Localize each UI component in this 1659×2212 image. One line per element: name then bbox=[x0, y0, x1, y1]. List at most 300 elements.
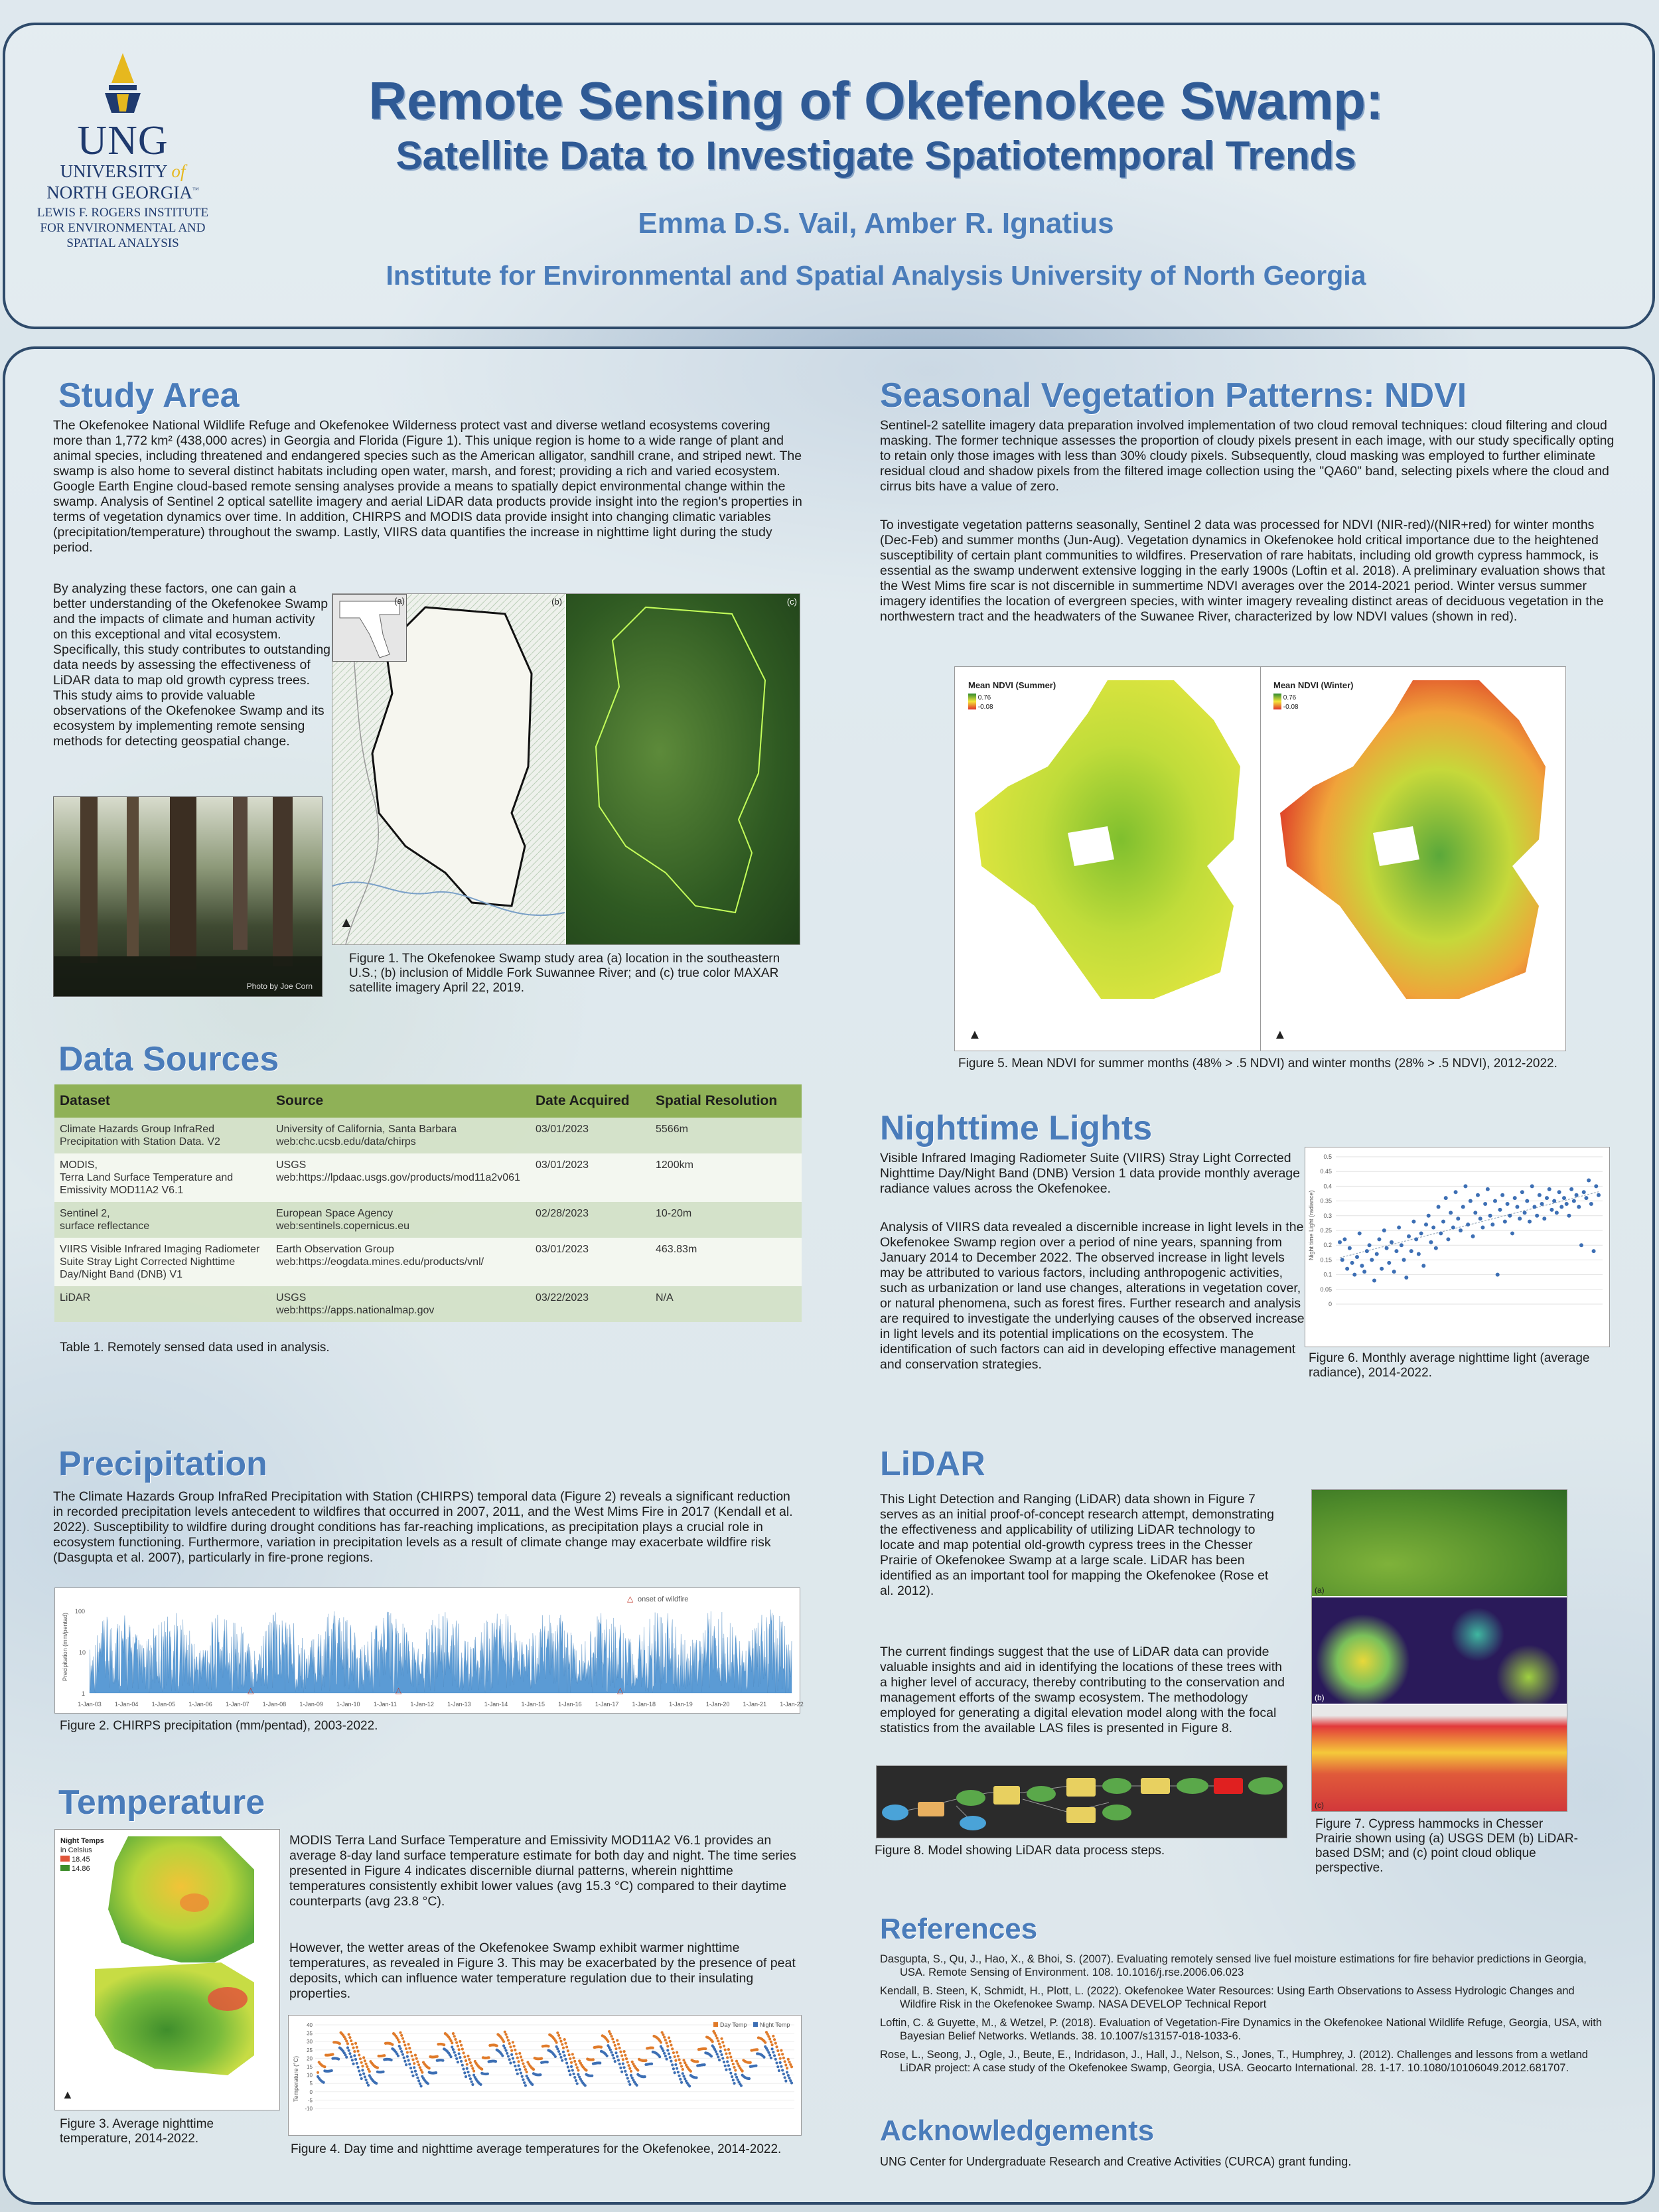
nl-point bbox=[1567, 1214, 1571, 1218]
temp-point bbox=[788, 2077, 790, 2079]
precip-xtick: 1-Jan-14 bbox=[484, 1701, 508, 1708]
nl-point bbox=[1513, 1196, 1517, 1200]
temp-point bbox=[391, 2043, 394, 2046]
temp-point bbox=[506, 2052, 508, 2055]
nighttime-lights-heading: Nighttime Lights bbox=[880, 1109, 1153, 1147]
nl-ytick: 0.35 bbox=[1320, 1197, 1332, 1205]
temp-point bbox=[682, 2072, 684, 2075]
temp-point bbox=[353, 2050, 356, 2053]
nl-point bbox=[1587, 1179, 1591, 1183]
nl-point bbox=[1582, 1190, 1586, 1194]
lidar-process-diagram bbox=[877, 1766, 1287, 1838]
temp-point bbox=[564, 2042, 567, 2045]
temp-point bbox=[710, 2055, 713, 2057]
temp-point bbox=[682, 2075, 685, 2077]
cell-source: University of California, Santa Barbara web:chc.ucsb.edu/data/chirps bbox=[271, 1118, 530, 1153]
temp-point bbox=[776, 2065, 779, 2068]
temp-point bbox=[721, 2057, 724, 2059]
temp-legend-low: 14.86 bbox=[72, 1865, 90, 1873]
nl-point bbox=[1400, 1243, 1404, 1247]
precip-xtick: 1-Jan-09 bbox=[299, 1701, 323, 1708]
cell-resolution: 463.83m bbox=[650, 1238, 802, 1286]
temp-point bbox=[383, 2054, 386, 2057]
temp-point bbox=[678, 2075, 680, 2077]
poster-title: Remote Sensing of Okefenokee Swamp: bbox=[368, 71, 1384, 130]
temp-point bbox=[366, 2081, 368, 2084]
temp-point bbox=[630, 2070, 632, 2073]
figure-6-night-light-chart bbox=[1305, 1147, 1610, 1347]
north-arrow-icon: ▲ bbox=[968, 1027, 981, 1042]
temp-point bbox=[786, 2067, 788, 2069]
temp-point bbox=[622, 2066, 625, 2069]
model-tool-node bbox=[918, 1802, 944, 1816]
temp-point bbox=[400, 2050, 403, 2053]
ndvi-heading: Seasonal Vegetation Patterns: NDVI bbox=[880, 376, 1467, 415]
temp-point bbox=[470, 2064, 473, 2067]
cypress-photo bbox=[53, 796, 323, 997]
temp-point bbox=[350, 2055, 352, 2058]
temp-point bbox=[670, 2060, 672, 2063]
temp-point bbox=[723, 2045, 725, 2047]
temp-point bbox=[663, 2052, 666, 2055]
temp-point bbox=[732, 2079, 735, 2081]
temp-point bbox=[359, 2073, 362, 2076]
temp-point bbox=[467, 2055, 469, 2057]
temp-point bbox=[729, 2055, 732, 2058]
temp-point bbox=[413, 2062, 415, 2065]
temp-point bbox=[680, 2081, 683, 2084]
fig1-label-b: (b) bbox=[551, 597, 562, 607]
temp-point bbox=[610, 2051, 613, 2053]
temp-point bbox=[559, 2037, 561, 2039]
cell-resolution: 10-20m bbox=[650, 1202, 802, 1238]
temp-point bbox=[658, 2055, 661, 2058]
temp-point bbox=[366, 2065, 368, 2068]
wildfire-marker-icon: △ bbox=[616, 1686, 624, 1695]
temp-point bbox=[607, 2040, 609, 2043]
temp-point bbox=[382, 2071, 384, 2073]
precipitation-text: The Climate Hazards Group InfraRed Precipitation with Station (CHIRPS) temporal data (Figure 2) reveals a significant reduction in recorded precipitation levels antecedent to wildfires that occurred in 2007, 2011, and the West Mims Fire in 2017 (Kendall et al. 2022). Susceptibility to wildfire during drought conditions has far-reaching implications, as precipitation plays a crucial role in ecosystem functioning. Furthermore, variation in precipitation levels as a result of climate change may exacerbate wildfire risk (Dasgupta et al. 2007), particularly in fire-prone regions. bbox=[53, 1489, 793, 1565]
night-light-chart-svg bbox=[1305, 1147, 1609, 1347]
nl-point bbox=[1454, 1190, 1458, 1194]
temp-point bbox=[337, 2057, 340, 2060]
nl-point bbox=[1456, 1217, 1460, 1220]
col-resolution: Spatial Resolution bbox=[650, 1084, 802, 1118]
temp-point bbox=[350, 2039, 352, 2042]
temp-ytick: 0 bbox=[309, 2089, 313, 2095]
ndvi-summer-title: Mean NDVI (Summer) bbox=[968, 680, 1056, 690]
nl-point bbox=[1429, 1240, 1433, 1244]
temp-point bbox=[671, 2047, 674, 2050]
temp-point bbox=[564, 2058, 567, 2061]
model-tool-node bbox=[1214, 1778, 1243, 1794]
model-output-node bbox=[1177, 1778, 1208, 1794]
temp-point bbox=[471, 2083, 474, 2086]
temp-point bbox=[665, 2041, 668, 2044]
temp-point bbox=[790, 2065, 793, 2068]
figure-7-caption: Figure 7. Cypress hammocks in Chesser Prairie shown using (a) USGS DEM (b) LiDAR-based DSM; and (c) point cloud oblique perspective. bbox=[1315, 1817, 1578, 1875]
nl-point bbox=[1394, 1249, 1398, 1253]
temp-point bbox=[613, 2057, 615, 2059]
reference-item: Rose, L., Seong, J., Ogle, J., Beute, E., Indridason, J., Hall, J., Nelson, S., Jones, T., Humphrey, J. (2012). Challenges and lessons from a wetland LiDAR project: A case study of the Okefenokee Swamp, Georgia, USA. Geocarto International. 28. 1-17. 10.1080/10106049.2012.681707. bbox=[880, 2049, 1588, 2074]
temp-point bbox=[573, 2060, 576, 2063]
temp-point bbox=[617, 2043, 620, 2045]
cell-source: European Space Agency web:sentinels.copernicus.eu bbox=[271, 1202, 530, 1238]
temp-point bbox=[457, 2061, 459, 2063]
temp-point bbox=[403, 2043, 406, 2046]
temp-point bbox=[509, 2045, 512, 2048]
nl-point bbox=[1414, 1237, 1418, 1241]
temp-point bbox=[771, 2043, 774, 2046]
temp-point bbox=[670, 2043, 672, 2046]
temp-point bbox=[767, 2035, 770, 2037]
temp-point bbox=[360, 2061, 363, 2064]
nl-point bbox=[1589, 1202, 1593, 1206]
temp-point bbox=[487, 2056, 490, 2059]
precip-xtick: 1-Jan-07 bbox=[225, 1701, 250, 1708]
temp-point bbox=[557, 2034, 560, 2037]
temp-point bbox=[784, 2076, 786, 2079]
temp-point bbox=[508, 2058, 511, 2061]
nl-point bbox=[1508, 1214, 1512, 1218]
model-output-node bbox=[1248, 1777, 1283, 1795]
temp-point bbox=[452, 2032, 455, 2035]
precip-xtick: 1-Jan-20 bbox=[705, 1701, 730, 1708]
precip-xtick: 1-Jan-10 bbox=[336, 1701, 360, 1708]
cell-source: USGS web:https://lpdaac.usgs.gov/products/mod11a2v061 bbox=[271, 1153, 530, 1202]
nl-point bbox=[1348, 1246, 1352, 1250]
temp-point bbox=[784, 2060, 786, 2063]
temp-point bbox=[610, 2035, 613, 2037]
temp-point bbox=[428, 2067, 431, 2069]
temp-point bbox=[406, 2051, 409, 2053]
temp-point bbox=[346, 2046, 349, 2049]
temp-point bbox=[575, 2063, 577, 2066]
nl-point bbox=[1483, 1202, 1487, 1206]
reference-item: Kendall, B. Steen, K, Schmidt, H., Plott, L. (2022). Okefenokee Water Resources: Using Earth Observations to Assess Hydrologic Changes and Wildfire Risk in the Okefenokee Swamp. NASA DEVELOP Technical Report bbox=[880, 1985, 1575, 2010]
nl-point bbox=[1555, 1211, 1559, 1215]
temp-point bbox=[732, 2063, 735, 2065]
cell-dataset: Sentinel 2, surface reflectance bbox=[54, 1202, 271, 1238]
nl-point bbox=[1449, 1211, 1453, 1215]
temp-point bbox=[411, 2058, 414, 2061]
nl-ytick: 0.1 bbox=[1323, 1271, 1332, 1278]
north-arrow-icon: ▲ bbox=[62, 2088, 74, 2101]
temp-point bbox=[323, 2081, 325, 2084]
temp-point bbox=[717, 2039, 719, 2042]
temp-point bbox=[679, 2078, 682, 2081]
temp-point bbox=[787, 2058, 790, 2061]
temp-point bbox=[669, 2040, 672, 2043]
temp-point bbox=[470, 2081, 473, 2083]
temp-point bbox=[361, 2065, 364, 2067]
temp-point bbox=[619, 2051, 622, 2053]
temp-point bbox=[472, 2069, 475, 2072]
temp-point bbox=[435, 2071, 437, 2074]
cell-source: USGS web:https://apps.nationalmap.gov bbox=[271, 1286, 530, 1322]
temp-point bbox=[626, 2077, 629, 2079]
temp-point bbox=[664, 2055, 667, 2057]
temp-point bbox=[414, 2053, 417, 2056]
temp-point bbox=[609, 2032, 612, 2035]
study-area-intro: The Okefenokee National Wildlife Refuge and Okefenokee Wilderness protect vast and diverse wetland ecosystems covering more than 1,772 km² (438,000 acres) in Georgia and Florida (Figure 1). This unique region is home to a wide range of plant and animal species, including threatened and endangered species such as the American alligator, sandhill crane, and striped newt. The swamp is also home to several distinct habitats including open water, marsh, and forest; providing a rich and varied ecosystem. Google Earth Engine cloud-based remote sensing analyses provide a means to spatially depict environmental change within the swamp. Analysis of Sentinel 2 optical satellite imagery and aerial LiDAR data products provide insight into the region's properties in terms of vegetation dynamics over time. In addition, CHIRPS and MODIS data provide insight into changing climatic variables (precipitation/temperature) throughout the swamp. Lastly, VIIRS data quantifies the increase in nighttime light during the study period. bbox=[53, 418, 802, 555]
nl-point bbox=[1380, 1267, 1384, 1271]
nl-ytick: 0.05 bbox=[1320, 1286, 1332, 1293]
temp-point bbox=[576, 2082, 579, 2085]
temp-point bbox=[599, 2061, 601, 2064]
temp-point bbox=[618, 2047, 621, 2049]
temp-point bbox=[569, 2057, 571, 2060]
reference-item: Dasgupta, S., Qu, J., Hao, X., & Bhoi, S. (2007). Evaluating remotely sensed live fuel moisture estimations for fire behavior predictions in Georgia, USA. Remote Sensing of Environment. 108. 10.1016/j.rse.2006.06.023 bbox=[880, 1953, 1587, 1978]
cell-dataset: VIIRS Visible Infrared Imaging Radiometer Suite Stray Light Corrected Nighttime Day/Night Band (DNB) V1 bbox=[54, 1238, 271, 1286]
nl-point bbox=[1451, 1226, 1455, 1230]
temp-point bbox=[514, 2065, 516, 2067]
temp-point bbox=[782, 2073, 785, 2075]
temp-point bbox=[512, 2057, 514, 2059]
temp-point bbox=[567, 2065, 569, 2068]
temp-point bbox=[764, 2041, 766, 2044]
temp-point bbox=[516, 2073, 519, 2075]
temp-point bbox=[562, 2051, 565, 2053]
nl-point bbox=[1520, 1190, 1524, 1194]
temp-point bbox=[351, 2059, 354, 2061]
lidar-label-b: (b) bbox=[1315, 1693, 1325, 1702]
temp-legend-high: 18.45 bbox=[72, 1856, 90, 1864]
col-date: Date Acquired bbox=[530, 1084, 650, 1118]
temp-point bbox=[451, 2045, 453, 2048]
temp-point bbox=[624, 2070, 626, 2073]
temp-point bbox=[628, 2067, 631, 2070]
temp-point bbox=[411, 2071, 413, 2073]
precip-xtick: 1-Jan-13 bbox=[447, 1701, 471, 1708]
precip-xtick: 1-Jan-22 bbox=[780, 1701, 804, 1708]
nl-point bbox=[1510, 1231, 1514, 1235]
temp-point bbox=[415, 2057, 418, 2060]
temp-point bbox=[348, 2033, 350, 2035]
table-row bbox=[54, 1238, 802, 1286]
figure-6-caption: Figure 6. Monthly average nighttime light (average radiance), 2014-2022. bbox=[1309, 1351, 1590, 1380]
precip-xtick: 1-Jan-04 bbox=[114, 1701, 139, 1708]
temp-point bbox=[781, 2053, 784, 2055]
temp-point bbox=[725, 2069, 727, 2071]
temp-point bbox=[677, 2071, 680, 2073]
nl-point bbox=[1577, 1205, 1581, 1209]
wildfire-marker-icon: △ bbox=[395, 1686, 402, 1695]
nl-point bbox=[1552, 1199, 1556, 1203]
model-output-node bbox=[1027, 1786, 1056, 1802]
temp-point bbox=[455, 2041, 458, 2044]
temp-point bbox=[563, 2054, 566, 2057]
temp-point bbox=[672, 2051, 675, 2054]
nl-point bbox=[1597, 1193, 1601, 1197]
logo-tm: ™ bbox=[192, 186, 199, 194]
temp-point bbox=[510, 2053, 513, 2056]
temp-point bbox=[624, 2054, 626, 2057]
temp-point bbox=[672, 2067, 675, 2070]
temp-point bbox=[504, 2049, 507, 2052]
temp-point bbox=[417, 2063, 420, 2066]
temp-point bbox=[486, 2073, 489, 2075]
nl-point bbox=[1409, 1249, 1413, 1253]
temp-point bbox=[539, 2073, 541, 2076]
temp-point bbox=[441, 2059, 444, 2062]
temp-point bbox=[718, 2059, 721, 2061]
temp-point bbox=[662, 2049, 664, 2052]
nl-point bbox=[1459, 1228, 1463, 1232]
temp-point bbox=[401, 2037, 404, 2039]
temp-point bbox=[768, 2037, 771, 2040]
temp-point bbox=[419, 2066, 421, 2069]
nl-point bbox=[1419, 1231, 1423, 1235]
temp-point bbox=[731, 2075, 733, 2078]
figure-8-lidar-model bbox=[876, 1765, 1287, 1838]
temp-point bbox=[345, 2056, 348, 2059]
precip-xtick: 1-Jan-19 bbox=[669, 1701, 693, 1708]
temp-point bbox=[689, 2070, 692, 2073]
temp-point bbox=[666, 2049, 669, 2051]
nl-point bbox=[1342, 1237, 1346, 1241]
temp-point bbox=[509, 2061, 512, 2064]
temp-point bbox=[466, 2063, 469, 2065]
nl-point bbox=[1377, 1237, 1381, 1241]
temp-point bbox=[719, 2050, 722, 2053]
temp-point bbox=[354, 2042, 357, 2045]
temp-point bbox=[756, 2048, 758, 2051]
temp-point bbox=[715, 2034, 717, 2037]
nl-point bbox=[1421, 1264, 1425, 1268]
figure-5-caption: Figure 5. Mean NDVI for summer months (48% > .5 NDVI) and winter months (28% > .5 NDVI), 2012-2022. bbox=[958, 1057, 1557, 1070]
photo-credit: Photo by Joe Corn bbox=[246, 982, 313, 991]
temp-point bbox=[729, 2052, 731, 2055]
table-row bbox=[54, 1202, 802, 1238]
nl-point bbox=[1446, 1237, 1450, 1241]
temp-point bbox=[559, 2053, 561, 2055]
nl-point bbox=[1350, 1261, 1354, 1265]
temp-point bbox=[461, 2047, 464, 2050]
lidar-pointcloud-panel bbox=[1312, 1705, 1567, 1811]
nl-point bbox=[1427, 1214, 1431, 1218]
nl-point bbox=[1594, 1184, 1598, 1188]
temp-point bbox=[356, 2062, 358, 2065]
temp-point bbox=[361, 2069, 364, 2071]
temperature-heading: Temperature bbox=[58, 1783, 265, 1822]
temp-point bbox=[407, 2059, 409, 2061]
nl-point bbox=[1338, 1240, 1342, 1244]
temp-point bbox=[723, 2061, 725, 2063]
temp-point bbox=[570, 2061, 573, 2064]
temp-point bbox=[449, 2055, 452, 2058]
temp-point bbox=[762, 2056, 765, 2059]
nl-point bbox=[1530, 1184, 1534, 1188]
temp-point bbox=[516, 2056, 519, 2059]
nl-point bbox=[1476, 1193, 1480, 1197]
temp-point bbox=[771, 2047, 774, 2050]
ndvi-summer-map bbox=[955, 667, 1260, 1051]
nl-ytick: 0.25 bbox=[1320, 1227, 1332, 1234]
temp-ytick: 25 bbox=[307, 2047, 313, 2053]
nl-point bbox=[1540, 1202, 1544, 1206]
temp-point bbox=[436, 2055, 439, 2057]
temp-point bbox=[523, 2081, 526, 2084]
temp-point bbox=[735, 2060, 738, 2063]
temp-point bbox=[507, 2055, 510, 2057]
temp-point bbox=[348, 2052, 351, 2055]
temp-point bbox=[419, 2082, 421, 2085]
temp-point bbox=[780, 2065, 782, 2068]
temp-point bbox=[403, 2060, 406, 2063]
temp-point bbox=[627, 2080, 630, 2083]
cell-resolution: N/A bbox=[650, 1286, 802, 1322]
temp-point bbox=[572, 2073, 575, 2075]
temperature-text-2: However, the wetter areas of the Okefenokee Swamp exhibit warmer nighttime temperatures, as revealed in Figure 3. This may be exacerbated by the presence of peat deposits, which can influence water temperature regulation due to their insulating properties. bbox=[289, 1941, 796, 2001]
temp-point bbox=[451, 2041, 453, 2044]
temp-point bbox=[515, 2069, 518, 2071]
temp-point bbox=[557, 2050, 560, 2053]
temp-point bbox=[774, 2058, 777, 2061]
nl-point bbox=[1480, 1226, 1484, 1230]
ndvi-legend-low: -0.08 bbox=[977, 703, 993, 711]
nl-point bbox=[1370, 1258, 1374, 1262]
temp-point bbox=[780, 2049, 782, 2051]
temp-point bbox=[669, 2056, 672, 2059]
temp-point bbox=[365, 2079, 368, 2081]
temp-point bbox=[496, 2044, 498, 2047]
temp-point bbox=[518, 2052, 521, 2055]
temp-point bbox=[786, 2071, 788, 2073]
temp-ytick: 40 bbox=[307, 2022, 313, 2028]
temp-point bbox=[502, 2040, 505, 2043]
temp-point bbox=[715, 2050, 717, 2053]
temp-point bbox=[569, 2073, 571, 2076]
temp-point bbox=[353, 2054, 356, 2057]
temp-point bbox=[682, 2068, 684, 2071]
temp-point bbox=[532, 2068, 535, 2071]
temp-point bbox=[628, 2083, 631, 2086]
temp-point bbox=[462, 2067, 465, 2070]
temp-point bbox=[540, 2057, 543, 2060]
temp-point bbox=[367, 2084, 370, 2087]
wildfire-legend: onset of wildfire bbox=[638, 1595, 689, 1603]
temp-point bbox=[620, 2054, 623, 2057]
nl-point bbox=[1385, 1246, 1389, 1250]
temp-point bbox=[727, 2064, 730, 2067]
nl-point bbox=[1538, 1193, 1542, 1197]
temp-point bbox=[461, 2064, 464, 2067]
temp-legend-day: Day Temp bbox=[720, 2022, 747, 2028]
nl-point bbox=[1496, 1273, 1500, 1277]
nl-point bbox=[1345, 1267, 1349, 1271]
nl-point bbox=[1550, 1208, 1553, 1212]
nl-point bbox=[1515, 1205, 1519, 1209]
cypress-trees-illustration bbox=[54, 797, 322, 996]
references-heading: References bbox=[880, 1913, 1038, 1945]
temperature-text-1: MODIS Terra Land Surface Temperature and Emissivity MOD11A2 V6.1 provides an average 8-day land surface temperature estimate for both day and night. The time series presented in Figure 4 indicates discernible diurnal patterns, wherein nighttime temperatures consistently exhibit lower values (avg 15.3 °C) compared to their daytime counterparts (avg 23.8 °C). bbox=[289, 1833, 796, 1909]
temp-point bbox=[346, 2042, 349, 2045]
ndvi-winter-panel bbox=[1260, 667, 1565, 1051]
model-tool-node bbox=[993, 1786, 1020, 1805]
temp-point bbox=[323, 2065, 326, 2068]
temp-point bbox=[359, 2057, 362, 2060]
lidar-label-c: (c) bbox=[1315, 1801, 1324, 1810]
nl-point bbox=[1431, 1226, 1435, 1230]
temp-point bbox=[772, 2051, 774, 2053]
model-output-node bbox=[1102, 1805, 1131, 1820]
temp-point bbox=[576, 2066, 579, 2069]
temp-point bbox=[620, 2071, 623, 2073]
temp-point bbox=[678, 2058, 680, 2061]
nl-point bbox=[1542, 1217, 1546, 1220]
temp-point bbox=[561, 2043, 563, 2045]
